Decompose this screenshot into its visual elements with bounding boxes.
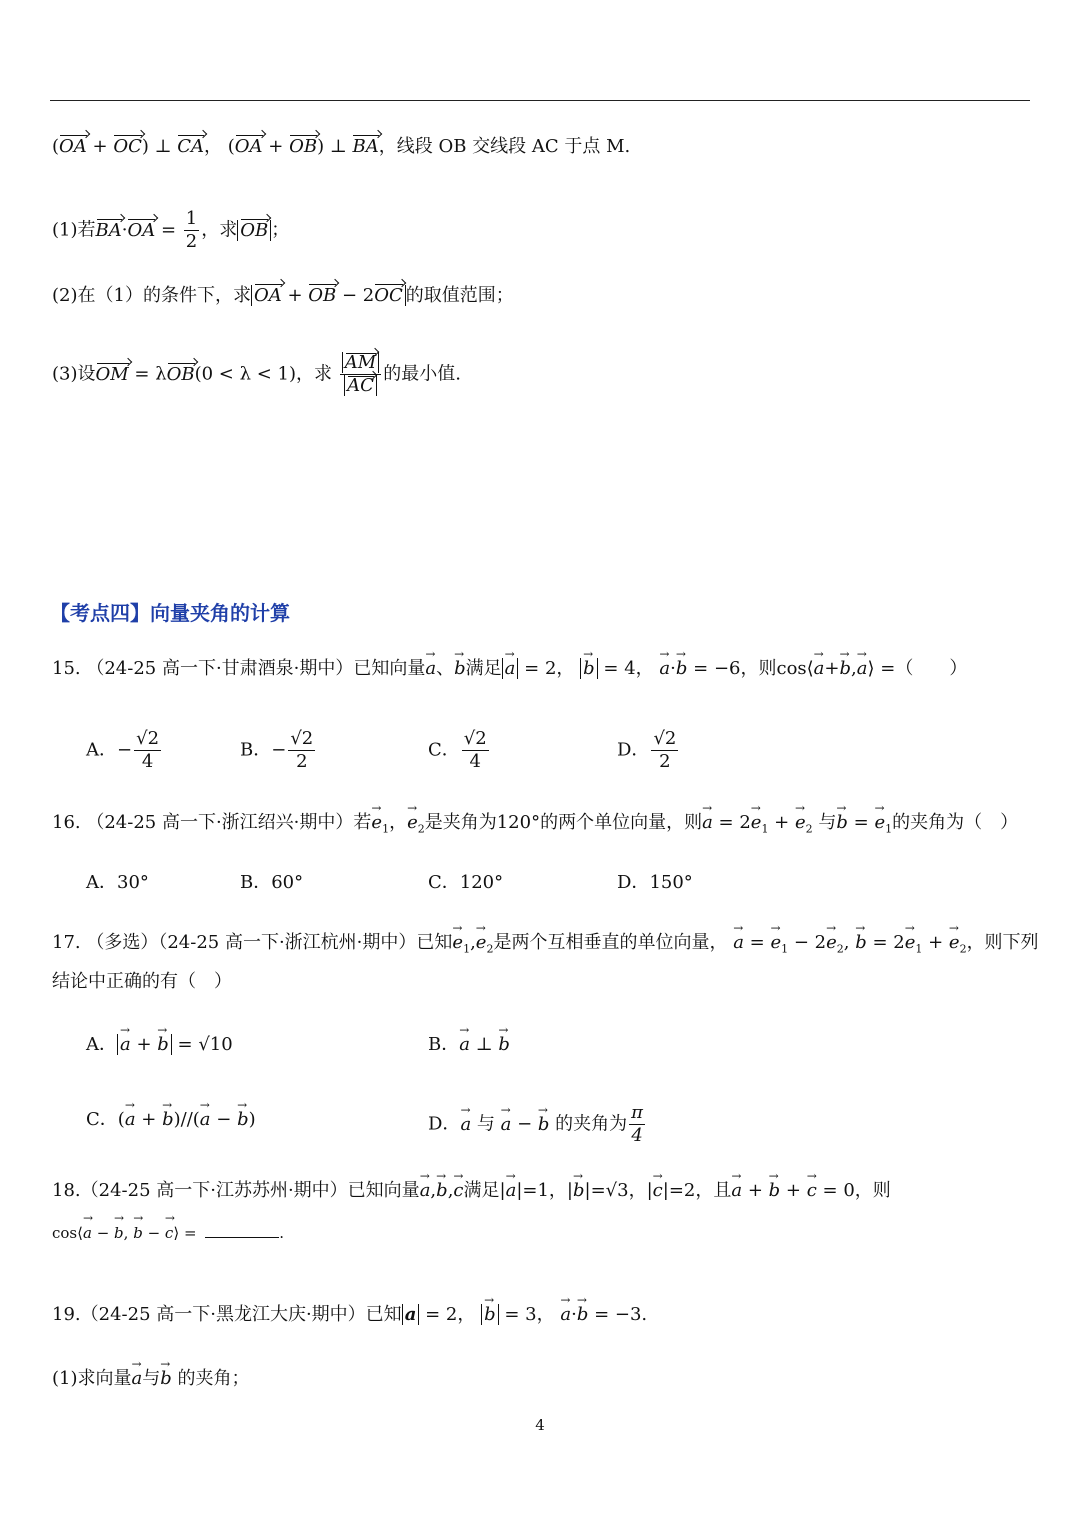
p14-part1: (1)若BA·OA = $\frac{1}{2}$ ，求 OB ；	[52, 208, 290, 252]
q17-stem: 17. （多选）（24-25 高一下·浙江杭州·期中）已知→ $e_1,\to e_2$是两个互相垂直的单位向量， → a = → $e_1 - 2\to e_2$, → $b = 2\to e_1$ + → $e_2$，则下列	[52, 930, 1039, 963]
q17-option-c[interactable]: C．(→ a + → b)//(→ a − → b)	[86, 1107, 256, 1133]
p14-part2: (2)在（1）的条件下，求 OA + OB − 2OC 的取值范围；	[52, 283, 514, 309]
q16-stem: 16. （24-25 高一下·浙江绍兴·期中）若→ $e_1$，→ $e_2$是夹角为120°的两个单位向量，则→ $a = 2\to e_1$ + → $e_2$ 与→ b = → $e_1$的夹角为（ ）	[52, 810, 1018, 843]
q17-option-a[interactable]: A．→ a + → b = √10	[86, 1032, 233, 1058]
section-title: 【考点四】向量夹角的计算	[50, 601, 290, 625]
q16-option-c[interactable]: C．120°	[428, 872, 504, 893]
q19-stem: 19.（24-25 高一下·黑龙江大庆·期中）已知 a = 2， → b = 3， → a·→ b = −3.	[52, 1302, 647, 1328]
q18-stem: 18.（24-25 高一下·江苏苏州·期中）已知向量→ a,→ b,→ c满足|→ a|=1，|→ b|=√3，|→ c|=2，且→ a + → b + → c = 0，则	[52, 1178, 891, 1204]
q15-stem: 15. （24-25 高一下·甘肃酒泉·期中）已知向量→ a、→ b满足→ a = 2， → b = 4， → a·→ b = −6，则cos⟨→ a+→ b,→ a⟩ =（ ）	[52, 656, 967, 682]
p14-condition: (OA + OC) ⊥ CA， (OA + OB) ⊥ BA，线段 OB 交线段 AC 于点 M.	[52, 134, 630, 160]
q15-option-b[interactable]: B．− $\frac{√2}{2}$	[240, 728, 314, 772]
q17-option-d[interactable]: D．→ a 与 → a − → b 的夹角为 $\frac{\pi}{4}$	[428, 1102, 647, 1147]
q16-option-a[interactable]: A．30°	[86, 872, 149, 893]
q15-option-a[interactable]: A．− $\frac{√2}{4}$	[86, 728, 160, 772]
header-rule	[50, 100, 1030, 101]
q15-option-c[interactable]: C． $\frac{√2}{4}$	[428, 728, 487, 772]
p14-part3: (3)设OM = λOB(0 < λ < 1)，求 $\frac{AM}{AC}$ 的最小值.	[52, 352, 461, 396]
q16-option-d[interactable]: D．150°	[617, 872, 693, 893]
q15-option-d[interactable]: D． $\frac{√2}{2}$	[617, 728, 677, 772]
q18-answer-line: cos⟨→ a − → b, → b − → c⟩ = .	[52, 1220, 284, 1246]
q19-part1: (1)求向量→ a与→ b 的夹角；	[52, 1366, 250, 1392]
page-number: 4	[535, 1416, 545, 1434]
q17-stem-line2: 结论中正确的有（ ）	[52, 971, 232, 992]
q17-option-b[interactable]: B．→ a ⊥ → b	[428, 1032, 510, 1058]
q16-option-b[interactable]: B．60°	[240, 872, 304, 893]
q18-answer-blank[interactable]	[205, 1237, 279, 1238]
